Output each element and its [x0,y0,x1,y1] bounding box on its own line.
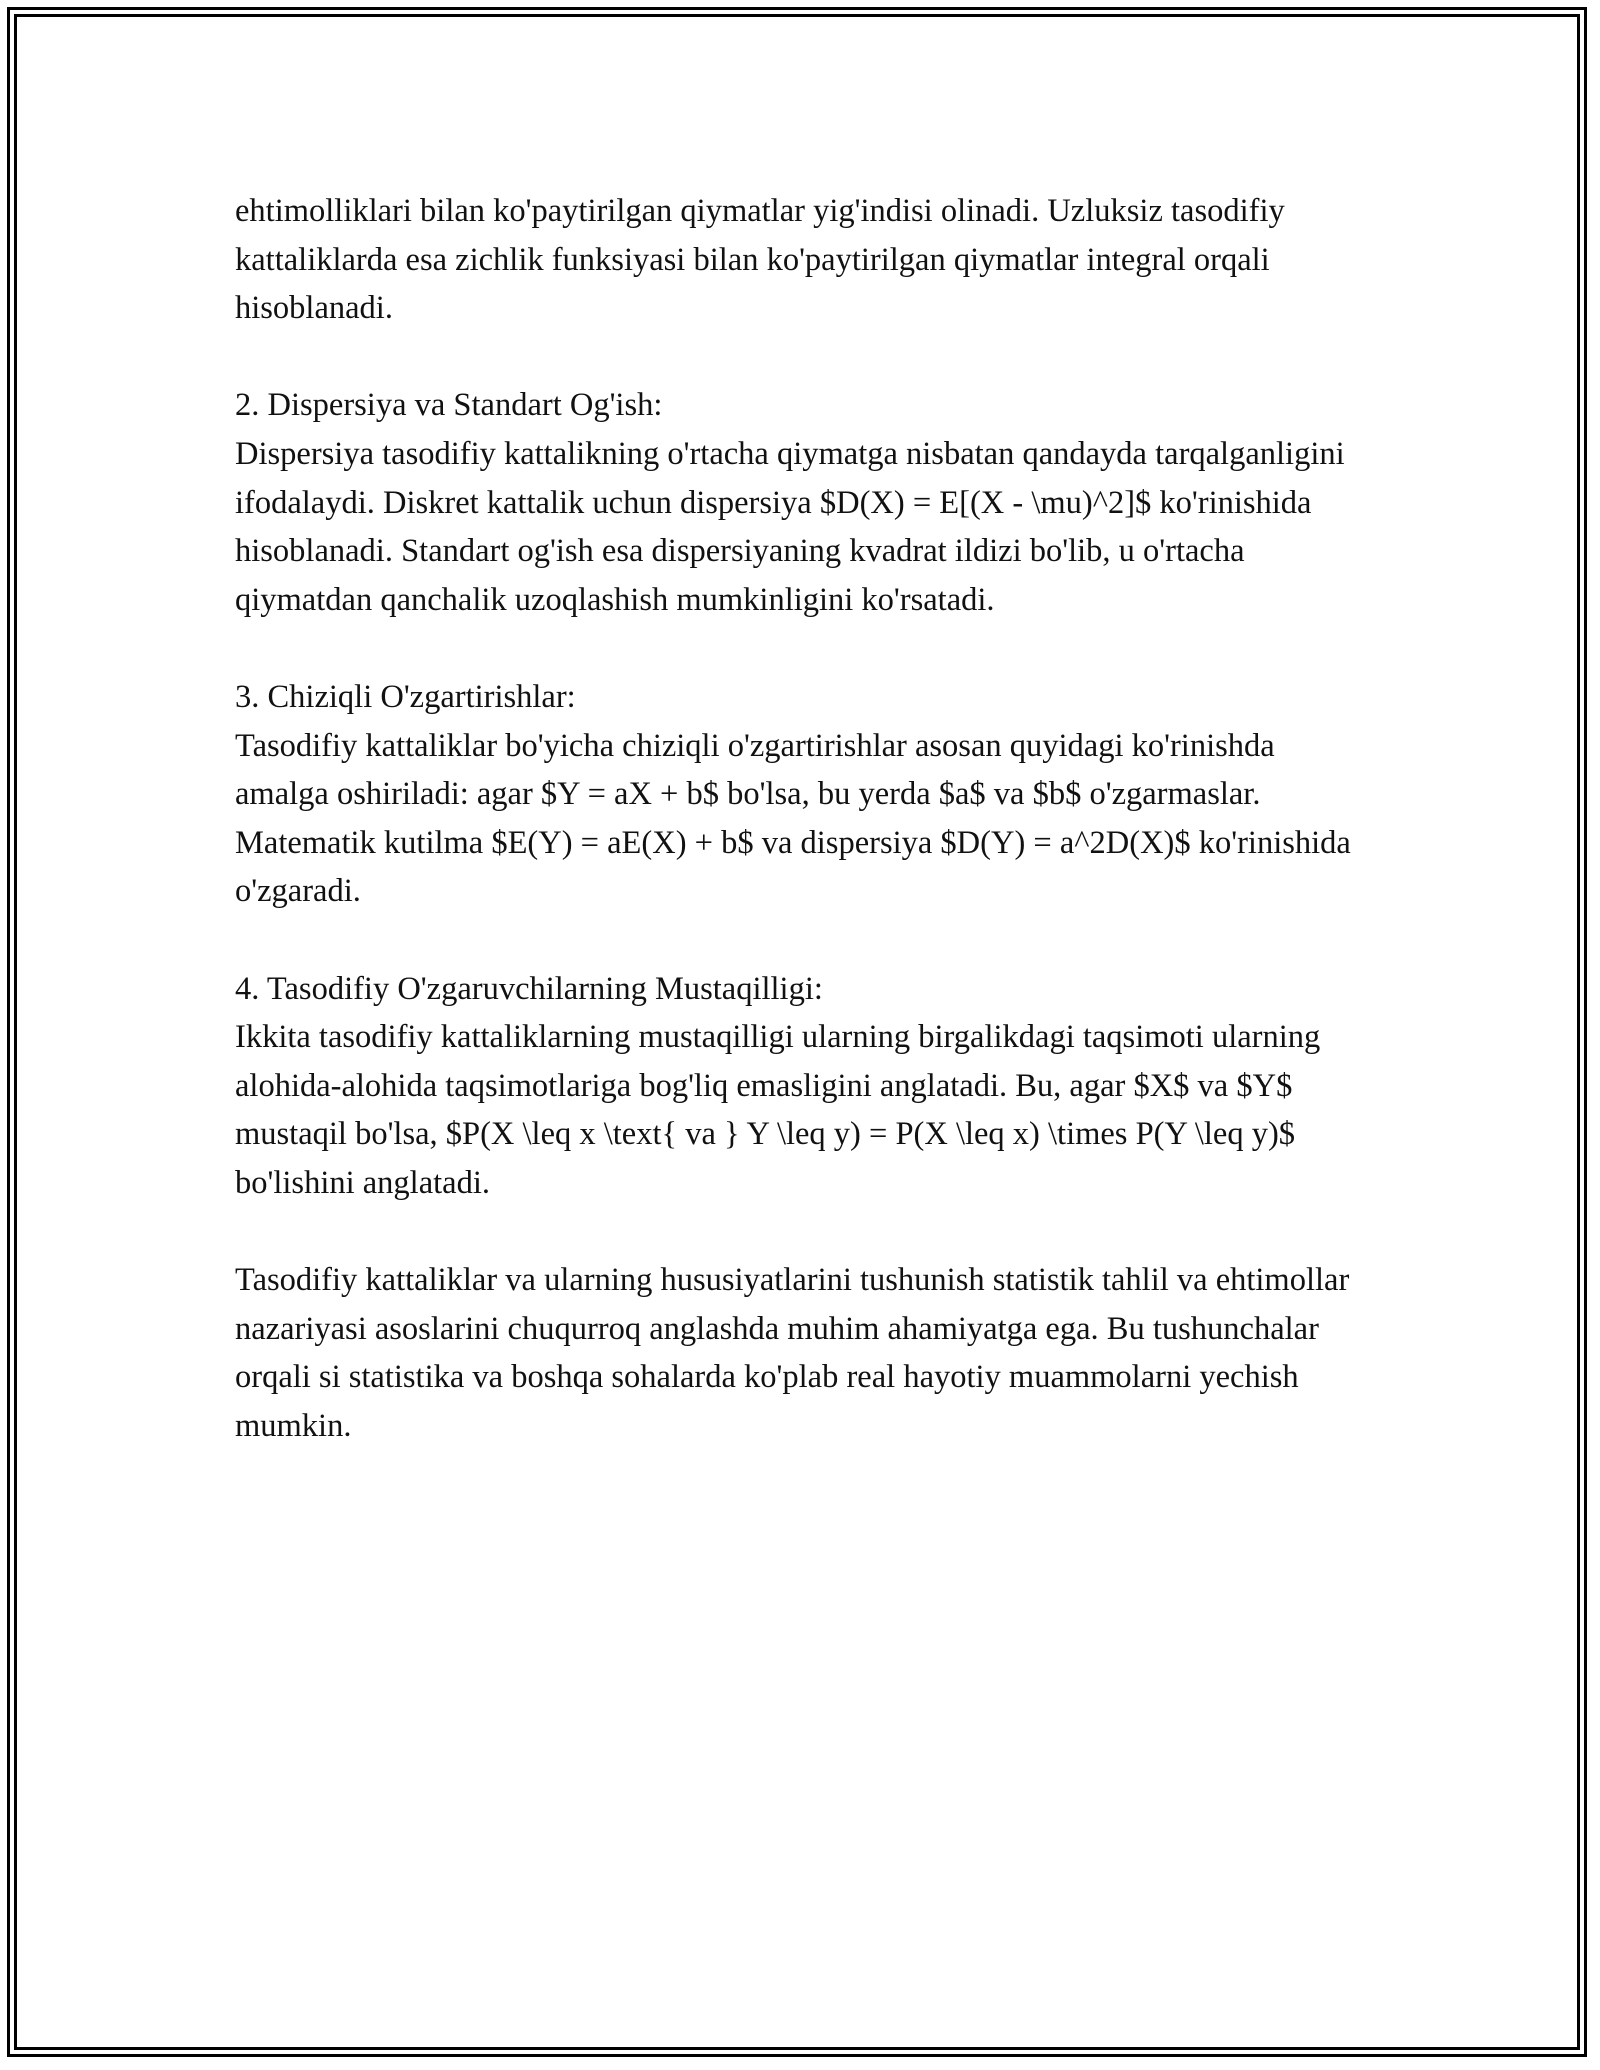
document-body [235,187,1365,1450]
conclusion-paragraph-block [235,1256,1365,1450]
intro-paragraph-block [235,187,1365,333]
section-heading: 4. Tasodifiy O'zgaruvchilarning Mustaqilligi: [235,970,823,1007]
intro-paragraph: ehtimolliklari bilan ko'paytirilgan qiymatlar yig'indisi olinadi. Uzluksiz tasodifiy kattaliklarda esa zichlik funksiyasi bilan ko'paytirilgan qiymatlar integral orqali hisoblanadi. [235,193,1285,327]
section-independence [235,965,1365,1208]
section-heading: 2. Dispersiya va Standart Og'ish: [235,387,663,424]
section-body: Dispersiya tasodifiy kattalikning o'rtacha qiymatga nisbatan qandayda tarqalganligini ifodalaydi. Diskret kattalik uchun dispersiya $D(X) = E[(X - \mu)^2]$ ko'rinishida hisoblanadi. Standart og'ish esa dispersiyaning kvadrat ildizi bo'lib, u o'rtacha qiymatdan qanchalik uzoqlashish mumkinligini ko'rsatadi. [235,435,1345,618]
section-body: Tasodifiy kattaliklar bo'yicha chiziqli o'zgartirishlar asosan quyidagi ko'rinishda amalga oshiriladi: agar $Y = aX + b$ bo'lsa, bu yerda $a$ va $b$ o'zgarmaslar. Matematik kutilma $E(Y) = aE(X) + b$ va dispersiya $D(Y) = a^2D(X)$ ko'rinishida o'zgaradi. [235,727,1351,910]
section-heading: 3. Chiziqli O'zgartirishlar: [235,678,576,715]
section-body: Ikkita tasodifiy kattaliklarning mustaqilligi ularning birgalikdagi taqsimoti ularning alohida-alohida taqsimotlariga bog'liq emasligini anglatadi. Bu, agar $X$ va $Y$ mustaqil bo'lsa, $P(X \leq x \text{ va } Y \leq y) = P(X \leq x) \times P(Y \leq y)$ bo'lishini anglatadi. [235,1019,1321,1201]
section-dispersion [235,381,1365,624]
conclusion-paragraph: Tasodifiy kattaliklar va ularning hususiyatlarini tushunish statistik tahlil va ehtimollar nazariyasi asoslarini chuqurroq anglashda muhim ahamiyatga ega. Bu tushunchalar orqali si statistika va boshqa sohalarda ko'plab real hayotiy muammolarni yechish mumkin. [235,1262,1350,1444]
section-linear-transformations [235,673,1365,916]
